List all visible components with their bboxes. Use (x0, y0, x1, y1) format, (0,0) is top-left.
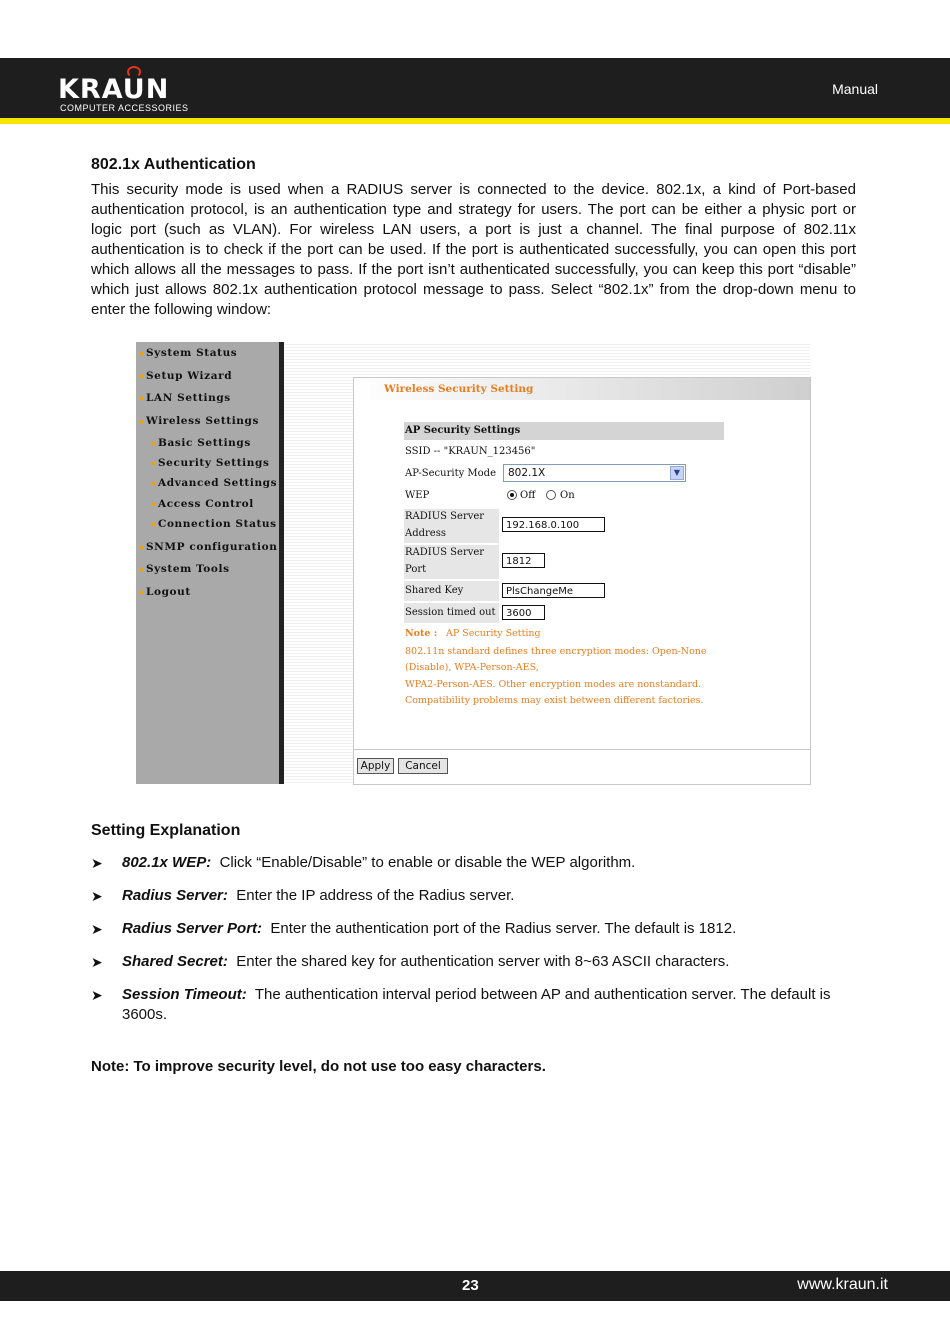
ap-settings-title: AP Security Settings (405, 425, 521, 436)
arrow-bullet-icon: ➤ (91, 921, 103, 937)
intro-paragraph: This security mode is used when a RADIUS server is connected to the device. 802.1x, a kind of Port-based authentication protocol, is an authentication type and strategy for users. The port can be either a physic port or logic port (such as VLAN). For wireless LAN users, a port is just a channel. The final purpose of 802.11x authentication is to check if the port can be used. If the port is authenticated successfully, you can open this port which allows all the messages to pass. If the port isn’t authenticated successfully, you can keep this port “disable” which just allows 802.1x authentication protocol message to pass. Select “802.1x” from the drop-down menu to enter the following window: (91, 181, 856, 318)
security-note: Note: To improve security level, do not use too easy characters. (91, 1058, 546, 1075)
arrow-bullet-icon: ➤ (91, 888, 103, 904)
section-intro (91, 156, 856, 320)
nav-logout[interactable]: Logout (140, 586, 191, 598)
item-term: 802.1x WEP: (122, 854, 212, 871)
item-desc: The authentication interval period between AP and authentication server. The default is 3600s. (122, 986, 831, 1023)
panel-title-bar (354, 378, 810, 400)
arrow-bullet-icon: ➤ (91, 954, 103, 970)
security-mode-label: AP-Security Mode (405, 468, 496, 479)
nav-advanced-settings[interactable]: Advanced Settings (152, 477, 277, 489)
ssid-label: SSID -- "KRAUN_123456" (405, 446, 536, 457)
nav-connection-status[interactable]: Connection Status (152, 518, 277, 530)
section-explanation (91, 822, 856, 840)
panel-divider (354, 749, 810, 750)
nav-snmp-configuration[interactable]: SNMP configuration (140, 541, 277, 553)
item-desc: Enter the IP address of the Radius server. (236, 887, 515, 904)
note-line-3: WPA2-Person-AES. Other encryption modes are nonstandard. (405, 679, 702, 690)
note-line-4: Compatibility problems may exist between different factories. (405, 695, 704, 706)
session-timeout-input[interactable]: 3600 (502, 605, 545, 620)
header-stripe (0, 118, 950, 124)
security-mode-select[interactable] (503, 464, 686, 482)
item-term: Radius Server Port: (122, 920, 263, 937)
apply-button[interactable]: Apply (357, 758, 394, 774)
security-mode-value: 802.1X (508, 467, 546, 479)
page-number: 23 (462, 1277, 479, 1294)
nav-system-tools[interactable]: System Tools (140, 563, 230, 575)
nav-wireless-settings[interactable]: Wireless Settings (140, 415, 259, 427)
session-timeout-label: Session timed out (405, 607, 496, 618)
wireless-security-panel (353, 377, 811, 785)
radius-port-label-1: RADIUS Server (405, 547, 485, 558)
wep-on-radio[interactable] (546, 490, 556, 500)
item-desc: Enter the shared key for authentication server with 8~63 ASCII characters. (236, 953, 730, 970)
note-label: Note : (405, 628, 438, 639)
router-screenshot (136, 342, 810, 784)
note-title: AP Security Setting (446, 628, 541, 639)
header-section-label: Manual (832, 81, 878, 97)
item-desc: Enter the authentication port of the Radius server. The default is 1812. (270, 920, 737, 937)
panel-title: Wireless Security Setting (384, 383, 534, 395)
arrow-bullet-icon: ➤ (91, 855, 103, 871)
note-line-2: (Disable), WPA-Person-AES, (405, 662, 539, 673)
item-term: Radius Server: (122, 887, 228, 904)
section-title: 802.1x Authentication (91, 156, 256, 173)
item-desc: Click “Enable/Disable” to enable or disable the WEP algorithm. (219, 854, 636, 871)
radius-port-label-2: Port (405, 564, 427, 575)
radius-address-input[interactable]: 192.168.0.100 (502, 517, 605, 532)
radius-address-label-1: RADIUS Server (405, 511, 485, 522)
nav-system-status[interactable]: System Status (140, 347, 237, 359)
cancel-button[interactable]: Cancel (398, 758, 448, 774)
nav-security-settings[interactable]: Security Settings (152, 457, 269, 469)
brand-logo: KRAUN (58, 74, 170, 105)
wep-on-label: On (560, 490, 575, 501)
wep-label: WEP (405, 490, 430, 501)
nav-setup-wizard[interactable]: Setup Wizard (140, 370, 232, 382)
brand-tagline: COMPUTER ACCESSORIES (60, 103, 189, 113)
wep-off-radio[interactable] (507, 490, 517, 500)
radius-address-label-2: Address (405, 528, 446, 539)
note-line-1: 802.11n standard defines three encryption modes: Open-None (405, 646, 707, 657)
nav-lan-settings[interactable]: LAN Settings (140, 392, 231, 404)
item-term: Shared Secret: (122, 953, 228, 970)
explanation-title: Setting Explanation (91, 822, 241, 839)
radius-port-input[interactable]: 1812 (502, 553, 545, 568)
shared-key-label: Shared Key (405, 585, 464, 596)
nav-basic-settings[interactable]: Basic Settings (152, 437, 251, 449)
nav-access-control[interactable]: Access Control (152, 498, 254, 510)
arrow-bullet-icon: ➤ (91, 987, 103, 1003)
shared-key-input[interactable]: PlsChangeMe (502, 583, 605, 598)
item-term: Session Timeout: (122, 986, 247, 1003)
website-link: www.kraun.it (797, 1276, 888, 1293)
wep-off-label: Off (520, 490, 536, 501)
chevron-down-icon[interactable]: ▼ (670, 466, 684, 480)
